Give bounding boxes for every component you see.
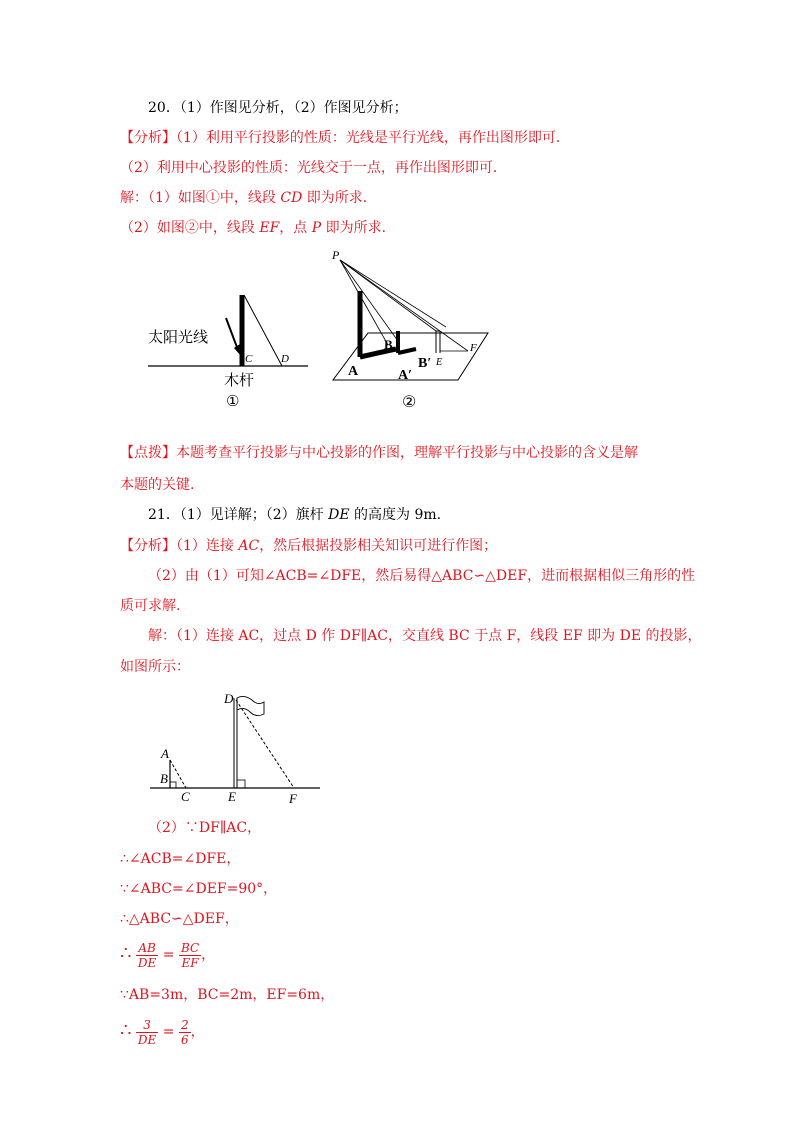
hint-text: 本题考查平行投影与中心投影的作图，理解平行投影与中心投影的含义是解 (176, 445, 638, 461)
fraction-bc-ef (179, 941, 201, 970)
q20-analysis-line-2: （2）利用中心投影的性质：光线交于一点，再作出图形即可． (120, 160, 507, 176)
label-p: P (332, 248, 340, 262)
text: 21．（1）见详解；（2）旗杆 (148, 507, 329, 523)
text: 的高度为 9m. (349, 507, 442, 523)
comma: ， (190, 1024, 205, 1040)
label-f: F (289, 791, 297, 806)
fraction-ab-de (136, 941, 158, 970)
text: ，点 (279, 220, 312, 236)
numerator: 2 (180, 1017, 189, 1032)
numerator: 3 (136, 1018, 158, 1033)
fraction-3-de (136, 1018, 158, 1047)
figure-2-central-projection (328, 245, 508, 415)
right-angle-b (170, 782, 176, 788)
denominator: DE (137, 955, 157, 970)
numerator: AB (136, 941, 158, 956)
analysis-tag: 【分析】 (120, 130, 176, 146)
text: （2）如图②中，线段 (120, 220, 260, 236)
label-a: A (348, 364, 359, 379)
arrow-head-icon (234, 344, 241, 356)
segment-df (236, 700, 294, 788)
label-b: B (384, 337, 393, 352)
comma: ， (201, 947, 216, 963)
label-a-prime: A′ (398, 368, 413, 383)
denominator: EF (181, 955, 199, 970)
therefore-symbol: ∴ (120, 1020, 132, 1041)
text: 即为所求． (302, 190, 377, 206)
label-a: A (161, 746, 169, 761)
q21-analysis-line-3: 质可求解. (120, 598, 181, 614)
q20-solution-2 (120, 218, 396, 238)
segment-ac (170, 760, 186, 788)
pole-label: 木杆 (224, 373, 255, 389)
denominator: DE (137, 1032, 157, 1047)
q21-step-3: ∵∠ABC=∠DEF=90°， (120, 881, 278, 897)
text: 解：（1）如图①中，线段 (120, 190, 281, 206)
right-angle-e (237, 780, 245, 788)
numerator: BC (180, 940, 200, 955)
q21-analysis-line-2: （2）由（1）可知∠ACB=∠DFE，然后易得△ABC∽△DEF，进而根据相似三角形的性 (148, 568, 696, 584)
q21-step-6: ∵AB=3m，BC=2m，EF=6m， (120, 987, 335, 1003)
q20-answer: 20．（1）作图见分析，（2）作图见分析； (148, 100, 408, 116)
segment-de: DE (328, 507, 350, 523)
q20-hint-line-1 (120, 443, 638, 463)
q21-solution-1: 解：（1）连接 AC，过点 D 作 DF∥AC，交直线 BC 于点 F，线段 EF 即为 DE 的投影， (148, 628, 702, 644)
q21-solution-1b: 如图所示： (120, 659, 190, 675)
figure-number-2: ② (402, 394, 417, 411)
hint-tag: 【点拨】 (120, 445, 176, 461)
q21-step-7 (120, 1015, 205, 1048)
q21-answer (148, 505, 441, 525)
q21-step-5 (120, 938, 215, 971)
equals-sign: = (162, 1024, 175, 1040)
q21-step-4: ∴△ABC∽△DEF， (120, 911, 239, 927)
segment-ef: EF (259, 220, 280, 236)
label-f: F (470, 342, 477, 354)
label-c: C (181, 789, 190, 804)
q20-hint-line-2: 本题的关键. (120, 477, 195, 493)
label-b: B (160, 771, 168, 786)
label-d: D (224, 691, 234, 706)
flag-icon (237, 696, 264, 715)
point-p: P (311, 220, 322, 236)
q20-solution-1 (120, 188, 377, 208)
text: ，然后根据投影相关知识可进行作图； (259, 538, 498, 554)
sun-label: 太阳光线 (148, 330, 209, 346)
label-c: C (245, 353, 253, 365)
figure-number-1: ① (226, 394, 240, 410)
text: （1）连接 (176, 538, 239, 554)
analysis-text: （1）利用平行投影的性质：光线是平行光线，再作出图形即可． (176, 130, 570, 146)
segment-cd: CD (280, 190, 303, 206)
sun-arrow (226, 318, 238, 350)
label-b-prime: B′ (418, 356, 432, 371)
q21-step-1: （2）∵DF∥AC， (148, 820, 262, 836)
label-d: D (281, 353, 289, 365)
q20-analysis-line-1 (120, 128, 570, 148)
denominator: 6 (180, 1032, 189, 1047)
therefore-symbol: ∴ (120, 943, 132, 964)
segment-ac: AC (238, 538, 260, 554)
analysis-tag: 【分析】 (120, 538, 176, 554)
figure-flagpole (148, 688, 328, 808)
fraction-2-6 (179, 1018, 191, 1047)
label-e: E (436, 357, 443, 368)
q21-analysis-line-1 (120, 536, 497, 556)
equals-sign: = (162, 947, 175, 963)
label-e: E (228, 789, 236, 804)
text: 即为所求． (321, 220, 396, 236)
figure-1-parallel-projection (148, 290, 318, 410)
q21-step-2: ∴∠ACB=∠DFE， (120, 851, 241, 867)
